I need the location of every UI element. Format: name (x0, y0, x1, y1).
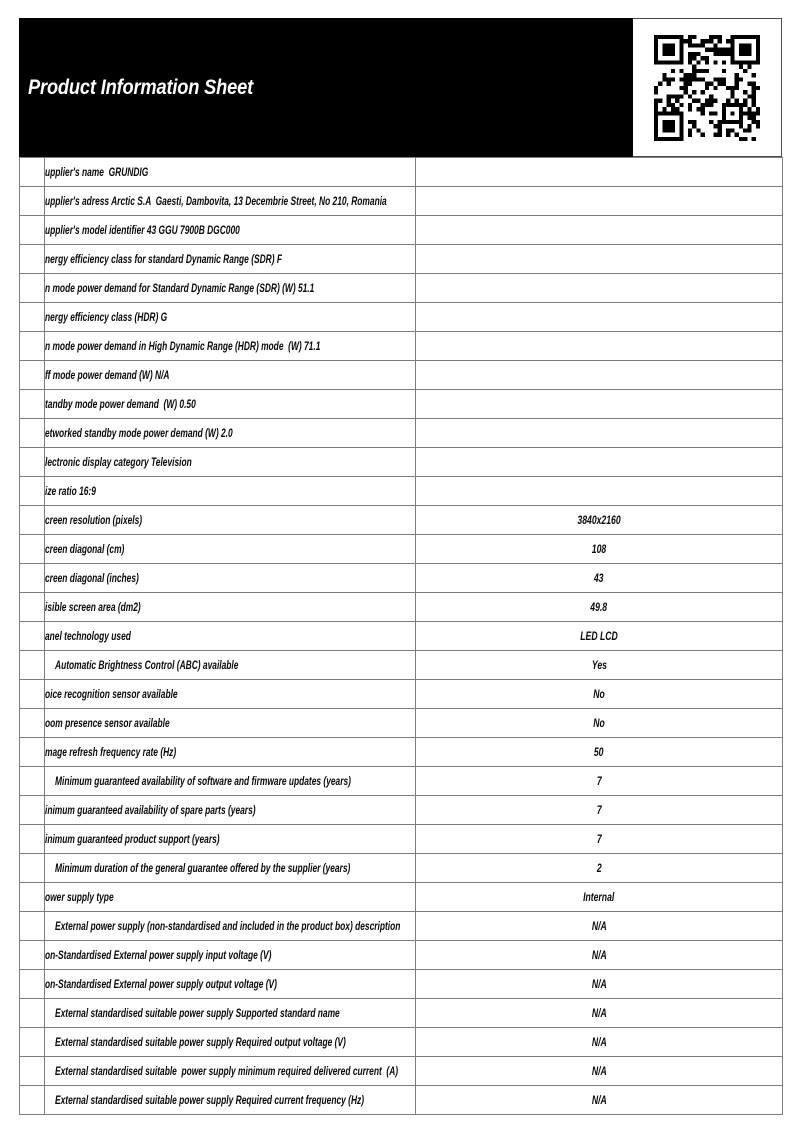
row-label: creen diagonal (inches) (45, 564, 416, 593)
row-value: N/A (416, 1086, 783, 1115)
row-label: ff mode power demand (W) N/A (45, 361, 416, 390)
table-row (20, 883, 783, 912)
row-number: 22 (20, 767, 45, 796)
row-label: etworked standby mode power demand (W) 2.0 (45, 419, 416, 448)
table-row (20, 854, 783, 883)
table-row (20, 158, 783, 187)
table-row (20, 680, 783, 709)
table-row (20, 970, 783, 999)
info-table-body (20, 158, 783, 1115)
row-number: 25 (20, 854, 45, 883)
table-row (20, 419, 783, 448)
row-value (416, 361, 783, 390)
row-label: External standardised suitable power supply Required output voltage (V) (45, 1028, 416, 1057)
table-row (20, 216, 783, 245)
row-label: ize ratio 16:9 (45, 477, 416, 506)
qr-panel (633, 18, 782, 157)
row-value: LED LCD (416, 622, 783, 651)
row-label: External standardised suitable power supply minimum required delivered current (A) (45, 1057, 416, 1086)
row-label: nergy efficiency class for standard Dynamic Range (SDR) F (45, 245, 416, 274)
table-row (20, 506, 783, 535)
row-value: N/A (416, 1057, 783, 1086)
table-row (20, 912, 783, 941)
row-label: on-Standardised External power supply input voltage (V) (45, 941, 416, 970)
table-row (20, 390, 783, 419)
row-value (416, 477, 783, 506)
row-number: 15 (20, 564, 45, 593)
row-number: 17 (20, 622, 45, 651)
row-value: 108 (416, 535, 783, 564)
table-row (20, 1086, 783, 1115)
row-label: n mode power demand for Standard Dynamic Range (SDR) (W) 51.1 (45, 274, 416, 303)
row-number: 11 (20, 448, 45, 477)
row-number: 24 (20, 825, 45, 854)
table-row (20, 999, 783, 1028)
row-number: 8 (20, 361, 45, 390)
table-row (20, 245, 783, 274)
row-number: 4 (20, 245, 45, 274)
row-value (416, 274, 783, 303)
table-row (20, 274, 783, 303)
row-number: 16 (20, 593, 45, 622)
row-label: inimum guaranteed product support (years) (45, 825, 416, 854)
row-label: inimum guaranteed availability of spare parts (years) (45, 796, 416, 825)
row-value: 3840x2160 (416, 506, 783, 535)
table-row (20, 477, 783, 506)
row-number: 13 (20, 506, 45, 535)
row-value: Internal (416, 883, 783, 912)
qr-code-icon (654, 35, 760, 141)
row-value (416, 216, 783, 245)
row-value: 49.8 (416, 593, 783, 622)
table-row (20, 796, 783, 825)
row-number: 19 (20, 680, 45, 709)
row-label: upplier's name GRUNDIG (45, 158, 416, 187)
table-row (20, 825, 783, 854)
row-value: 7 (416, 825, 783, 854)
table-row (20, 709, 783, 738)
row-label: lectronic display category Television (45, 448, 416, 477)
row-label: nergy efficiency class (HDR) G (45, 303, 416, 332)
table-row (20, 303, 783, 332)
row-number: 10 (20, 419, 45, 448)
row-number: 1 (20, 158, 45, 187)
row-number: 29 (20, 970, 45, 999)
row-label: External power supply (non-standardised and included in the product box) description (45, 912, 416, 941)
row-number: 7 (20, 332, 45, 361)
row-value: No (416, 709, 783, 738)
row-value: 2 (416, 854, 783, 883)
row-value (416, 245, 783, 274)
row-number: 2 (20, 187, 45, 216)
table-row (20, 767, 783, 796)
row-label: creen resolution (pixels) (45, 506, 416, 535)
row-value (416, 332, 783, 361)
row-value: No (416, 680, 783, 709)
row-value (416, 448, 783, 477)
row-value: 7 (416, 796, 783, 825)
info-table (19, 157, 783, 1115)
row-number: 31 (20, 1028, 45, 1057)
row-number: 6 (20, 303, 45, 332)
table-row (20, 1028, 783, 1057)
row-value (416, 158, 783, 187)
row-number: 12 (20, 477, 45, 506)
header-title-block (19, 18, 633, 157)
table-row (20, 622, 783, 651)
row-number: 20 (20, 709, 45, 738)
table-row (20, 361, 783, 390)
row-label: n mode power demand in High Dynamic Range (HDR) mode (W) 71.1 (45, 332, 416, 361)
row-label: External standardised suitable power supply Supported standard name (45, 999, 416, 1028)
row-number: 14 (20, 535, 45, 564)
product-information-sheet (19, 18, 782, 1115)
row-value (416, 419, 783, 448)
table-row (20, 332, 783, 361)
row-label: Minimum guaranteed availability of software and firmware updates (years) (45, 767, 416, 796)
row-value: 7 (416, 767, 783, 796)
row-value (416, 303, 783, 332)
table-row (20, 187, 783, 216)
row-label: creen diagonal (cm) (45, 535, 416, 564)
row-number: 23 (20, 796, 45, 825)
row-label: Minimum duration of the general guarantee offered by the supplier (years) (45, 854, 416, 883)
row-value: 50 (416, 738, 783, 767)
row-label: mage refresh frequency rate (Hz) (45, 738, 416, 767)
row-label: oom presence sensor available (45, 709, 416, 738)
table-row (20, 564, 783, 593)
row-number: 33 (20, 1086, 45, 1115)
page-title: Product Information Sheet (28, 76, 254, 99)
row-number: 5 (20, 274, 45, 303)
header (19, 18, 782, 157)
row-number: 30 (20, 999, 45, 1028)
row-label: ower supply type (45, 883, 416, 912)
table-row (20, 651, 783, 680)
row-value (416, 390, 783, 419)
row-value: Yes (416, 651, 783, 680)
row-value: N/A (416, 1028, 783, 1057)
row-label: upplier's adress Arctic S.A Gaesti, Dambovita, 13 Decembrie Street, No 210, Romania (45, 187, 416, 216)
row-number: 3 (20, 216, 45, 245)
row-value: N/A (416, 941, 783, 970)
row-number: 26 (20, 883, 45, 912)
row-label: tandby mode power demand (W) 0.50 (45, 390, 416, 419)
row-label: anel technology used (45, 622, 416, 651)
row-number: 27 (20, 912, 45, 941)
table-row (20, 593, 783, 622)
table-row (20, 535, 783, 564)
row-value: N/A (416, 970, 783, 999)
row-number: 32 (20, 1057, 45, 1086)
row-value: N/A (416, 999, 783, 1028)
table-row (20, 941, 783, 970)
row-label: External standardised suitable power supply Required current frequency (Hz) (45, 1086, 416, 1115)
row-value: 43 (416, 564, 783, 593)
row-label: Automatic Brightness Control (ABC) available (45, 651, 416, 680)
table-row (20, 448, 783, 477)
row-number: 18 (20, 651, 45, 680)
row-value (416, 187, 783, 216)
row-value: N/A (416, 912, 783, 941)
row-label: isible screen area (dm2) (45, 593, 416, 622)
row-number: 9 (20, 390, 45, 419)
row-label: upplier's model identifier 43 GGU 7900B DGC000 (45, 216, 416, 245)
row-number: 21 (20, 738, 45, 767)
row-label: oice recognition sensor available (45, 680, 416, 709)
table-row (20, 738, 783, 767)
row-number: 28 (20, 941, 45, 970)
row-label: on-Standardised External power supply output voltage (V) (45, 970, 416, 999)
table-row (20, 1057, 783, 1086)
